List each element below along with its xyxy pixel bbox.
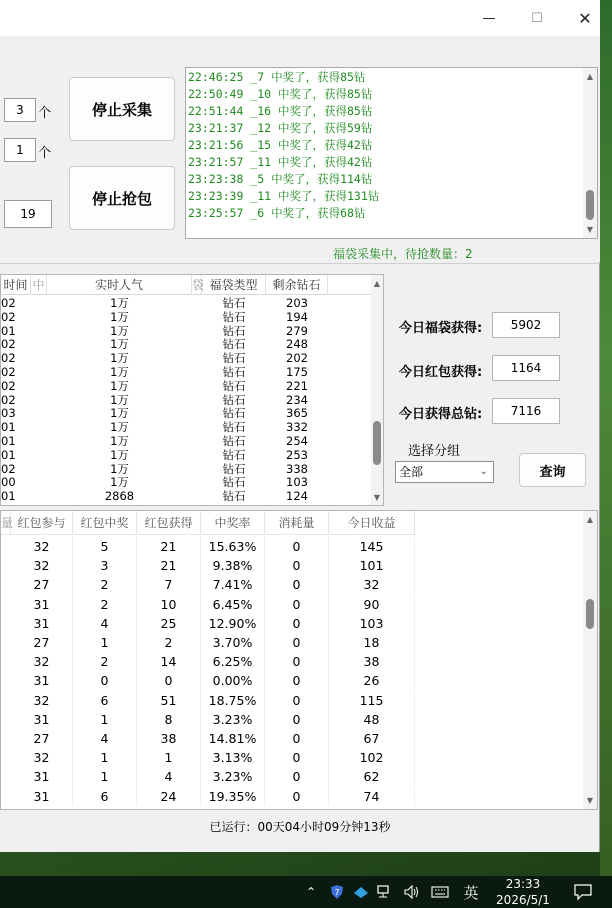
scroll-down-arrow[interactable]: ▼ (373, 493, 381, 502)
table-cell: 1万 (110, 447, 129, 462)
table-cell: 0 (265, 748, 329, 767)
table-cell: 51 (137, 691, 201, 710)
table-cell: 32 (11, 691, 73, 710)
table-cell: 10 (137, 595, 201, 614)
table-cell: 338 (286, 461, 308, 476)
table-row[interactable] (1, 652, 416, 671)
table-row[interactable] (1, 575, 416, 594)
table-cell: 221 (286, 378, 308, 393)
app-tray-icon[interactable] (350, 876, 372, 908)
table-cell: 32 (11, 748, 73, 767)
table-cell: 1万 (110, 378, 129, 393)
table-cell: 145 (329, 537, 415, 556)
table-cell: 2 (73, 595, 137, 614)
table-row[interactable] (1, 748, 416, 767)
collect-status-text: 福袋采集中，待抢数量：2 (333, 247, 473, 261)
bag-table-header (1, 275, 371, 295)
table-cell: 1万 (110, 296, 129, 310)
notification-icon[interactable] (570, 876, 596, 908)
bag-table[interactable] (0, 274, 384, 506)
table-row[interactable] (1, 787, 416, 806)
table-cell: 31 (11, 595, 73, 614)
table-cell: 01 (1, 434, 16, 448)
table-cell: 钻石 (222, 475, 246, 490)
table-cell: 钻石 (222, 461, 246, 476)
table-cell: 6 (73, 691, 137, 710)
table-cell: 钻石 (222, 309, 246, 324)
title-bar (0, 0, 600, 36)
table-cell: 124 (286, 489, 308, 504)
table-row[interactable] (1, 296, 371, 310)
count-spinner-1[interactable]: 3 (4, 98, 36, 122)
group-select-value: 全部 (399, 465, 424, 479)
table-cell: 0 (137, 671, 201, 690)
table-cell: 21 (137, 556, 201, 575)
table-cell: 102 (329, 748, 415, 767)
log-line: 23:21:57 _11 中奖了，获得42钻 (188, 155, 373, 169)
table-cell: 31 (11, 710, 73, 729)
table-cell: 32 (329, 575, 415, 594)
spinner-1-unit: 个 (38, 106, 52, 121)
table-cell: 18.75% (201, 691, 265, 710)
table-cell: 32 (11, 556, 73, 575)
table-cell: 279 (286, 323, 308, 338)
bag-scroll-thumb[interactable] (373, 421, 381, 465)
table-cell: 02 (1, 378, 16, 393)
table-cell: 27 (11, 633, 73, 652)
table-cell: 01 (1, 489, 16, 504)
table-row[interactable] (1, 671, 416, 690)
table-cell: 3.23% (201, 767, 265, 786)
log-line: 23:23:39 _11 中奖了，获得131钻 (188, 189, 380, 203)
table-cell: 38 (329, 652, 415, 671)
table-cell: 203 (286, 296, 308, 310)
table-cell: 248 (286, 337, 308, 352)
table-cell: 1万 (110, 461, 129, 476)
scroll-down-arrow[interactable]: ▼ (586, 796, 594, 805)
table-row[interactable] (1, 462, 371, 476)
table-row[interactable] (1, 556, 416, 575)
scroll-up-arrow[interactable]: ▲ (586, 515, 594, 524)
table-cell: 202 (286, 351, 308, 366)
table-cell: 1万 (110, 420, 129, 435)
close-button[interactable]: ✕ (578, 8, 592, 28)
log-line: 22:46:25 _7 中奖了，获得85钻 (188, 70, 366, 84)
table-cell: 6.45% (201, 595, 265, 614)
table-cell: 01 (1, 323, 16, 338)
table-cell: 0 (265, 652, 329, 671)
table-cell: 3 (73, 556, 137, 575)
table-cell: 1万 (110, 392, 129, 407)
column-header[interactable]: 消耗量 (265, 511, 329, 535)
maximize-button[interactable]: ☐ (531, 10, 543, 26)
col-mid[interactable]: 中 (31, 275, 47, 295)
table-cell: 1 (73, 767, 137, 786)
table-cell: 103 (329, 614, 415, 633)
column-header[interactable]: 红包中奖 (73, 511, 137, 535)
table-cell: 234 (286, 392, 308, 407)
table-cell: 2 (73, 575, 137, 594)
col-popularity[interactable]: 实时人气 (47, 275, 192, 295)
win-log-list[interactable] (185, 67, 598, 239)
today-total-label: 今日获得总钻: (399, 407, 483, 422)
scroll-up-arrow[interactable]: ▲ (586, 72, 594, 81)
today-bag-label: 今日福袋获得: (399, 321, 483, 336)
table-cell: 7 (137, 575, 201, 594)
table-row[interactable] (1, 537, 416, 556)
table-cell: 1 (73, 710, 137, 729)
table-cell: 14.81% (201, 729, 265, 748)
account-table[interactable] (0, 510, 598, 810)
table-cell: 钻石 (222, 365, 246, 379)
table-row[interactable] (1, 448, 371, 462)
table-cell: 3.70% (201, 633, 265, 652)
table-row[interactable] (1, 337, 371, 351)
scroll-down-arrow[interactable]: ▼ (586, 225, 594, 234)
table-cell: 62 (329, 767, 415, 786)
table-cell: 钻石 (222, 323, 246, 338)
table-cell: 03 (1, 406, 16, 421)
log-line: 22:51:44 _16 中奖了，获得85钻 (188, 104, 373, 118)
keyboard-icon[interactable] (428, 876, 452, 908)
log-line: 23:21:56 _15 中奖了，获得42钻 (188, 138, 373, 152)
table-cell: 0 (265, 729, 329, 748)
table-cell: 0 (265, 595, 329, 614)
table-cell: 1万 (110, 337, 129, 352)
table-cell: 26 (329, 671, 415, 690)
table-cell: 0 (265, 556, 329, 575)
table-cell: 32 (11, 537, 73, 556)
runtime-status: 已运行：00天04小时09分钟13秒 (209, 820, 391, 834)
clock-date: 2026/5/1 (496, 893, 550, 907)
table-cell: 0 (265, 671, 329, 690)
volume-icon[interactable] (400, 876, 424, 908)
today-red-label: 今日红包获得: (399, 365, 483, 380)
table-cell: 02 (1, 296, 16, 310)
column-header[interactable]: 中奖率 (201, 511, 265, 535)
table-cell: 1万 (110, 434, 129, 448)
table-row[interactable] (1, 691, 416, 710)
chevron-down-icon: ⌄ (479, 466, 488, 477)
table-row[interactable] (1, 393, 371, 407)
table-cell: 钻石 (222, 296, 246, 310)
log-line: 23:21:37 _12 中奖了，获得59钻 (188, 121, 373, 135)
table-cell: 00 (1, 475, 16, 490)
ime-indicator[interactable]: 英 (463, 883, 479, 902)
table-cell: 27 (11, 729, 73, 748)
table-row[interactable] (1, 434, 371, 448)
col-bag[interactable]: 袋 (192, 275, 202, 295)
table-row[interactable] (1, 406, 371, 420)
table-cell: 1万 (110, 406, 129, 421)
table-cell: 7.41% (201, 575, 265, 594)
table-row[interactable] (1, 324, 371, 338)
column-header[interactable]: 今日收益 (329, 511, 415, 535)
today-total-value: 7116 (492, 398, 560, 424)
table-cell: 24 (137, 787, 201, 806)
today-red-value: 1164 (492, 355, 560, 381)
svg-text:7: 7 (334, 888, 340, 897)
table-cell: 0 (265, 575, 329, 594)
spinner-2-unit: 个 (38, 146, 52, 161)
table-cell: 5 (73, 537, 137, 556)
number-input-3[interactable]: 19 (4, 200, 52, 228)
table-cell: 钻石 (222, 378, 246, 393)
table-cell: 1万 (110, 323, 129, 338)
table-cell: 02 (1, 337, 16, 352)
table-cell: 31 (11, 614, 73, 633)
table-cell: 钻石 (222, 351, 246, 366)
table-cell: 18 (329, 633, 415, 652)
stop-grab-button[interactable]: 停止抢包 (69, 166, 175, 230)
table-cell: 02 (1, 461, 16, 476)
table-row[interactable] (1, 310, 371, 324)
table-cell: 0 (265, 691, 329, 710)
table-cell: 4 (137, 767, 201, 786)
table-cell: 钻石 (222, 489, 246, 504)
table-cell: 2868 (104, 489, 135, 504)
log-scroll-thumb[interactable] (586, 190, 594, 220)
table-row[interactable] (1, 489, 371, 503)
table-row[interactable] (1, 365, 371, 379)
stop-collect-button[interactable]: 停止采集 (69, 77, 175, 141)
bag-table-scrollbar[interactable] (371, 275, 383, 505)
table-cell: 6.25% (201, 652, 265, 671)
col-time[interactable]: 时间 (1, 275, 31, 295)
table-row[interactable] (1, 710, 416, 729)
table-cell: 9.38% (201, 556, 265, 575)
table-cell: 3.13% (201, 748, 265, 767)
table-cell: 0 (73, 671, 137, 690)
log-scrollbar[interactable] (583, 68, 597, 238)
table-cell: 0 (265, 767, 329, 786)
chevron-up-icon[interactable]: ⌃ (305, 885, 317, 899)
table-row[interactable] (1, 595, 416, 614)
table-cell: 74 (329, 787, 415, 806)
table-cell: 31 (11, 767, 73, 786)
minimize-button[interactable]: — (482, 10, 496, 26)
table-cell: 1 (137, 748, 201, 767)
column-header[interactable]: 红包获得 (137, 511, 201, 535)
shield-icon[interactable] (326, 876, 348, 908)
group-label: 选择分组 (408, 444, 461, 459)
table-cell: 0 (265, 710, 329, 729)
table-cell: 01 (1, 420, 16, 435)
table-cell: 1 (73, 633, 137, 652)
table-cell: 194 (286, 309, 308, 324)
table-cell: 8 (137, 710, 201, 729)
table-cell: 3.23% (201, 710, 265, 729)
table-row[interactable] (1, 614, 416, 633)
table-cell: 48 (329, 710, 415, 729)
table-cell: 0 (265, 633, 329, 652)
table-cell: 32 (11, 652, 73, 671)
table-cell: 1 (73, 748, 137, 767)
taskbar (0, 876, 612, 908)
table-cell: 27 (11, 575, 73, 594)
table-cell: 0 (265, 787, 329, 806)
table-cell: 1万 (110, 351, 129, 366)
table-cell: 6 (73, 787, 137, 806)
group-select[interactable] (395, 461, 494, 483)
table-cell: 38 (137, 729, 201, 748)
today-bag-value: 5902 (492, 312, 560, 338)
table-cell: 2 (137, 633, 201, 652)
section-divider (0, 263, 600, 264)
count-spinner-2[interactable]: 1 (4, 138, 36, 162)
table-cell: 31 (11, 787, 73, 806)
table-cell: 90 (329, 595, 415, 614)
table-cell: 0 (265, 614, 329, 633)
table-cell: 钻石 (222, 406, 246, 421)
table-row[interactable] (1, 475, 371, 489)
account-scroll-thumb[interactable] (586, 599, 594, 629)
table-cell: 115 (329, 691, 415, 710)
table-cell: 25 (137, 614, 201, 633)
table-row[interactable] (1, 729, 416, 748)
table-cell: 0.00% (201, 671, 265, 690)
table-cell: 1万 (110, 475, 129, 490)
table-cell: 钻石 (222, 337, 246, 352)
network-icon[interactable] (374, 876, 396, 908)
table-cell: 钻石 (222, 420, 246, 435)
table-cell: 12.90% (201, 614, 265, 633)
table-cell: 103 (286, 475, 308, 490)
table-cell: 4 (73, 614, 137, 633)
clock[interactable] (492, 876, 554, 908)
log-line: 23:25:57 _6 中奖了，获得68钻 (188, 206, 366, 220)
table-row[interactable] (1, 379, 371, 393)
table-cell: 365 (286, 406, 308, 421)
col-remaining-diamonds[interactable]: 剩余钻石 (266, 275, 328, 295)
table-cell: 02 (1, 392, 16, 407)
column-header[interactable]: 红包参与 (11, 511, 73, 535)
table-cell: 1万 (110, 309, 129, 324)
table-cell: 101 (329, 556, 415, 575)
table-cell: 253 (286, 447, 308, 462)
table-cell: 01 (1, 447, 16, 462)
table-row[interactable] (1, 633, 416, 652)
table-cell: 钻石 (222, 434, 246, 448)
table-cell: 14 (137, 652, 201, 671)
table-cell: 02 (1, 365, 16, 379)
table-cell: 19.35% (201, 787, 265, 806)
clock-time: 23:33 (505, 877, 541, 891)
table-cell: 21 (137, 537, 201, 556)
table-cell: 钻石 (222, 392, 246, 407)
log-line: 23:23:38 _5 中奖了，获得114钻 (188, 172, 373, 186)
log-lines (186, 69, 379, 222)
table-row[interactable] (1, 767, 416, 786)
table-cell: 02 (1, 309, 16, 324)
table-cell: 钻石 (222, 447, 246, 462)
table-cell: 31 (11, 671, 73, 690)
desktop-strip (600, 0, 612, 876)
table-cell: 254 (286, 434, 308, 448)
account-table-scrollbar[interactable] (583, 511, 597, 809)
query-button[interactable]: 查询 (519, 453, 586, 487)
scroll-up-arrow[interactable]: ▲ (373, 279, 381, 288)
log-line: 22:50:49 _10 中奖了，获得85钻 (188, 87, 373, 101)
table-cell: 0 (265, 537, 329, 556)
table-row[interactable] (1, 420, 371, 434)
table-cell: 332 (286, 420, 308, 435)
col-bag-type[interactable]: 福袋类型 (202, 275, 266, 295)
table-cell: 1万 (110, 365, 129, 379)
account-table-header (1, 511, 416, 535)
table-cell: 175 (286, 365, 308, 379)
column-header[interactable]: 量 (1, 511, 11, 535)
table-cell: 15.63% (201, 537, 265, 556)
table-row[interactable] (1, 351, 371, 365)
table-cell: 2 (73, 652, 137, 671)
table-cell: 02 (1, 351, 16, 366)
table-cell: 67 (329, 729, 415, 748)
table-cell: 4 (73, 729, 137, 748)
